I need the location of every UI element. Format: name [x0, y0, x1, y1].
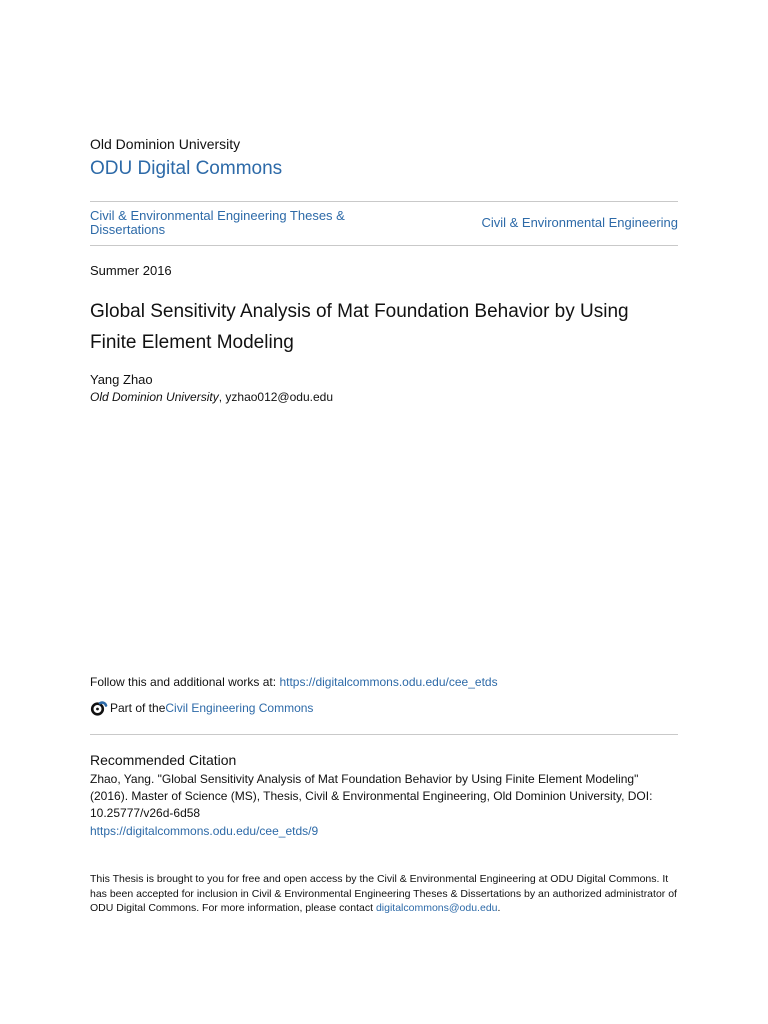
access-notice-text: This Thesis is brought to you for free and open access by the Civil & Environmental Engineering at ODU Digital Commons. It has been accepted for inclusion in Civil & Environmental Engineering Theses & Dissertations by an authorized administrator of ODU Digital Commons. For more information, please contact — [90, 873, 677, 914]
institution-name: Old Dominion University — [90, 136, 241, 152]
part-of-label: Part of the — [110, 701, 166, 715]
repository-link[interactable]: ODU Digital Commons — [90, 158, 283, 179]
collection-department-link[interactable]: Civil & Environmental Engineering — [481, 215, 678, 230]
divider-collections — [90, 245, 678, 246]
citation-text: Zhao, Yang. "Global Sensitivity Analysis of Mat Foundation Behavior by Using Finite Element Modeling" (2016). Master of Science (MS), Thesis, Civil & Environmental Engineering, Old Dominion University, DOI: 10.25777/v26d-6d58 — [90, 772, 653, 820]
follow-url-link[interactable]: https://digitalcommons.odu.edu/cee_etds — [279, 675, 498, 689]
author-affiliation — [90, 390, 333, 405]
follow-line — [90, 674, 498, 690]
part-of-line — [90, 698, 313, 718]
affiliation-institution: Old Dominion University — [90, 390, 219, 404]
collection-theses-link[interactable]: Civil & Environmental Engineering Theses & Dissertations — [90, 208, 345, 237]
contact-email-link[interactable]: digitalcommons@odu.edu — [375, 902, 498, 914]
author-email: yzhao012@odu.edu — [225, 390, 333, 404]
commons-discipline-link[interactable]: Civil Engineering Commons — [165, 701, 314, 715]
divider-citation — [90, 734, 678, 735]
follow-label: Follow this and additional works at: — [90, 675, 280, 689]
citation-heading: Recommended Citation — [90, 752, 237, 768]
citation-url-link[interactable]: https://digitalcommons.odu.edu/cee_etds/9 — [90, 824, 319, 838]
publication-date: Summer 2016 — [90, 263, 172, 278]
open-access-icon — [90, 699, 108, 717]
affiliation-separator: , — [218, 390, 226, 404]
divider-top — [90, 201, 678, 202]
access-notice — [90, 872, 678, 916]
document-page — [90, 0, 678, 1024]
access-notice-end: . — [497, 902, 501, 914]
author-name: Yang Zhao — [90, 372, 153, 387]
document-title: Global Sensitivity Analysis of Mat Foundation Behavior by Using Finite Element Modeling — [90, 301, 629, 353]
